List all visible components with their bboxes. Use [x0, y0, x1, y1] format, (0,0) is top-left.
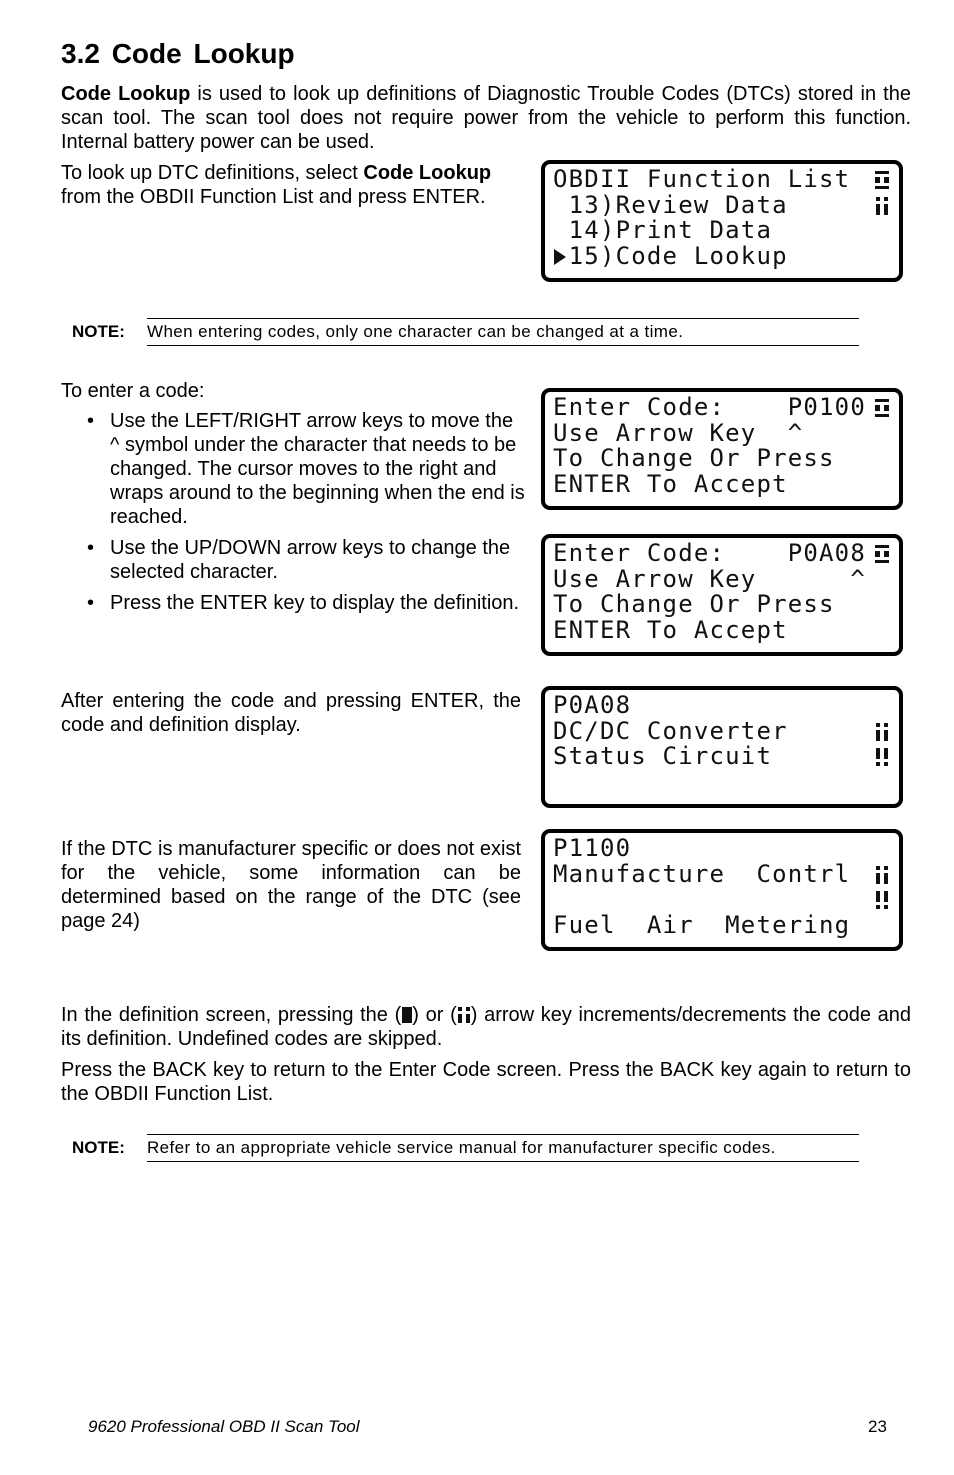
note-label: NOTE: [72, 322, 125, 341]
updown-arrow-icon [875, 171, 889, 189]
lcd-line: To Change Or Press [553, 590, 835, 618]
lcd-line: 15)Code Lookup [553, 241, 788, 270]
instruction-list [85, 409, 525, 622]
lcd-line: Enter Code: P0100 [553, 393, 866, 421]
lcd-line: DC/DC Converter [553, 716, 788, 745]
footer-title: 9620 Professional OBD II Scan Tool [88, 1417, 360, 1436]
lcd-enter-code-2 [541, 534, 903, 656]
down-arrow-icon [875, 723, 889, 741]
lcd-definition-1 [541, 686, 903, 808]
down-arrow-icon [875, 866, 889, 884]
manufacturer-specific-paragraph: If the DTC is manufacturer specific or does not exist for the vehicle, some information can be determined based on the range of the DTC (see page 24) [61, 838, 521, 932]
list-item: • Use the UP/DOWN arrow keys to change the selected character. [87, 537, 511, 583]
enter-code-intro: To enter a code: [61, 380, 205, 402]
lcd-line: P1100 [553, 834, 632, 862]
intro-text: is used to look up definitions of Diagnostic Trouble Codes (DTCs) stored in the scan tool. The scan tool does not require power from the vehicle to perform this function. Internal battery power can be used. [61, 83, 911, 153]
lcd-line: Fuel Air Metering [553, 910, 851, 939]
select-paragraph [61, 161, 531, 209]
intro-bold: Code Lookup [61, 83, 191, 105]
lcd-enter-code-1 [541, 388, 903, 510]
lcd-definition-2 [541, 829, 903, 951]
list-item: • Press the ENTER key to display the definition. [87, 592, 520, 614]
note-text: Refer to an appropriate vehicle service manual for manufacturer specific codes. [147, 1134, 859, 1162]
select-prefix: To look up DTC definitions, select [61, 162, 364, 184]
lcd-line: To Change Or Press [553, 444, 835, 472]
lcd-line: Manufacture Contrl [553, 859, 851, 888]
lcd-line: 13)Review Data [553, 190, 788, 219]
updown-arrow-icon [875, 399, 889, 417]
select-bold: Code Lookup [363, 162, 492, 184]
lcd-line: 14)Print Data [553, 216, 773, 244]
lcd-line: Use Arrow Key ^ [553, 418, 804, 447]
lcd-line: Use Arrow Key ^ [553, 564, 866, 593]
up-arrow-icon [875, 891, 889, 909]
down-arrow-icon [875, 197, 889, 215]
down-arrow-icon [457, 1007, 471, 1023]
intro-paragraph [61, 82, 911, 154]
lcd-line: ENTER To Accept [553, 615, 788, 644]
lcd-line: ENTER To Accept [553, 469, 788, 498]
after-enter-paragraph: After entering the code and pressing ENTER, the code and definition display. [61, 690, 521, 736]
list-item: • Use the LEFT/RIGHT arrow keys to move the ^ symbol under the character that needs to be changed. The cursor moves to the right and wraps around to the beginning when the end is reached. [87, 410, 525, 528]
lcd-line: Enter Code: P0A08 [553, 539, 866, 567]
lcd-line: P0A08 [553, 691, 632, 719]
lcd-function-list [541, 160, 903, 282]
lcd-line: Status Circuit [553, 742, 773, 770]
section-heading: 3.2 Code Lookup [61, 38, 295, 69]
note-label: NOTE: [72, 1138, 125, 1157]
updown-arrow-icon [875, 545, 889, 563]
page-number: 23 [868, 1417, 887, 1436]
back-key-paragraph: Press the BACK key to return to the Enter Code screen. Press the BACK key again to return to the OBDII Function List. [61, 1059, 911, 1105]
note-text: When entering codes, only one character can be changed at a time. [147, 318, 859, 346]
up-arrow-icon [401, 1007, 412, 1023]
definition-screen-paragraph: In the definition screen, pressing the ( ) or ( ) arrow key increments/decrements the code and its definition. Undefined codes are skipped. [61, 1004, 911, 1050]
up-arrow-icon [875, 748, 889, 766]
select-suffix: from the OBDII Function List and press ENTER. [61, 186, 486, 208]
lcd-line: OBDII Function List [553, 165, 851, 193]
